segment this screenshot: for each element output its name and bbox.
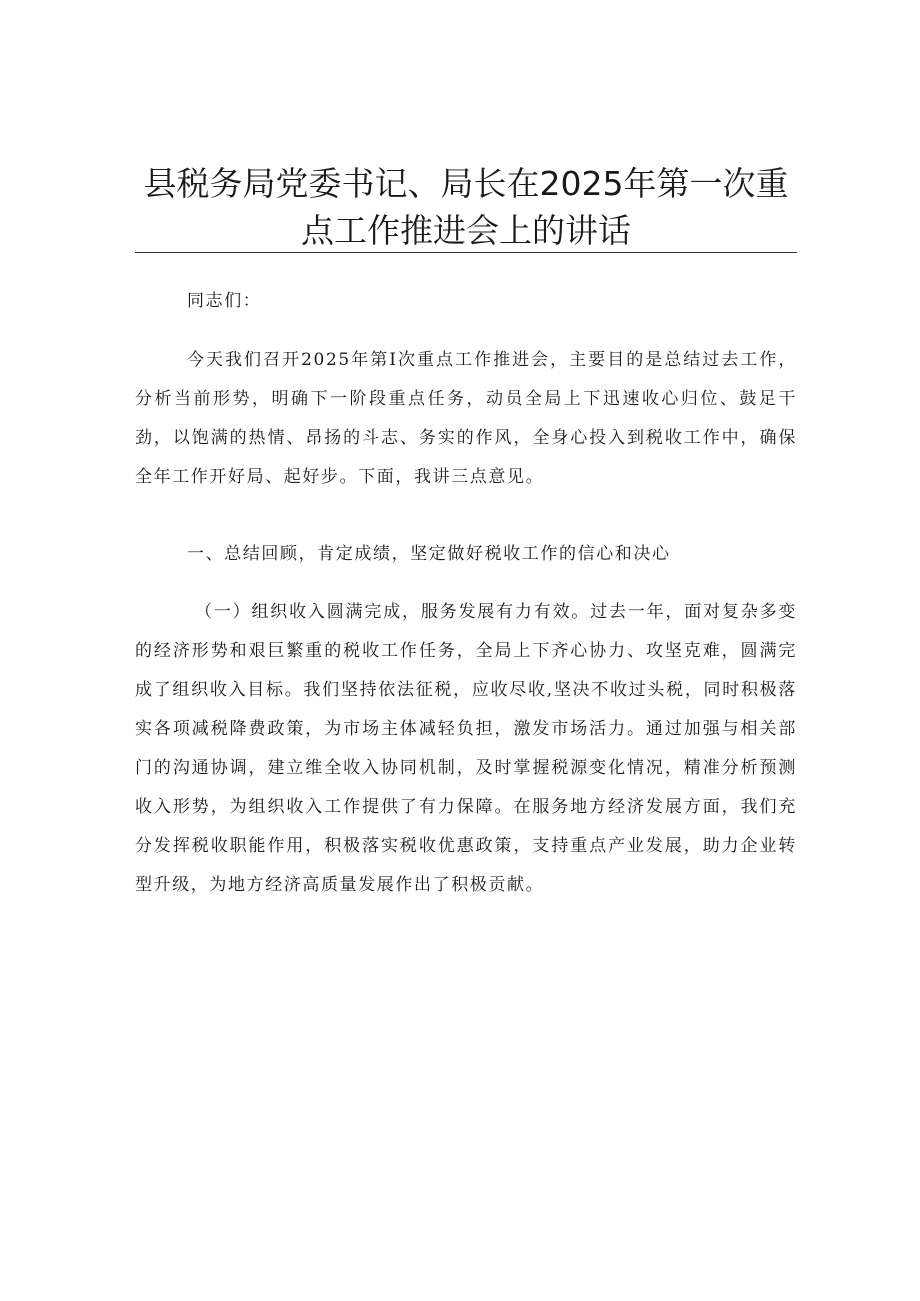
title-line-2: 点工作推进会上的讲话 bbox=[301, 211, 631, 250]
title-underline bbox=[135, 252, 797, 253]
title-line-1: 县税务局党委书记、局长在2025年第一次重 bbox=[143, 164, 789, 203]
section-heading: 一、总结回顾，肯定成绩，坚定做好税收工作的信心和决心 bbox=[187, 544, 671, 564]
subsection-paragraph: （一）组织收入圆满完成，服务发展有力有效。过去一年，面对复杂多变的经济形势和艰巨繁重的税收工作任务，全局上下齐心协力、攻坚克难，圆满完成了组织收入目标。我们坚持依法征税，应收尽收,坚决不收过头税，同时积极落实各项减税降费政策，为市场主体减轻负担，激发市场活力。通过加强与相关部门的沟通协调，建立维全收入协同机制，及时掌握税源变化情况，精准分析预测收入形势，为组织收入工作提供了有力保障。在服务地方经济发展方面，我们充分发挥税收职能作用，积极落实税收优惠政策，支持重点产业发展，助力企业转型升级，为地方经济高质量发展作出了积极贡献。 bbox=[135, 602, 797, 895]
salutation: 同志们： bbox=[187, 291, 262, 311]
intro-paragraph: 今天我们召开2025年第I次重点工作推进会，主要目的是总结过去工作，分析当前形势，明确下一阶段重点任务，动员全局上下迅速收心归位、鼓足干劲，以饱满的热情、昂扬的斗志、务实的作风，全身心投入到税收工作中，确保全年工作开好局、起好步。下面，我讲三点意见。 bbox=[135, 350, 797, 487]
document-title bbox=[135, 160, 797, 254]
